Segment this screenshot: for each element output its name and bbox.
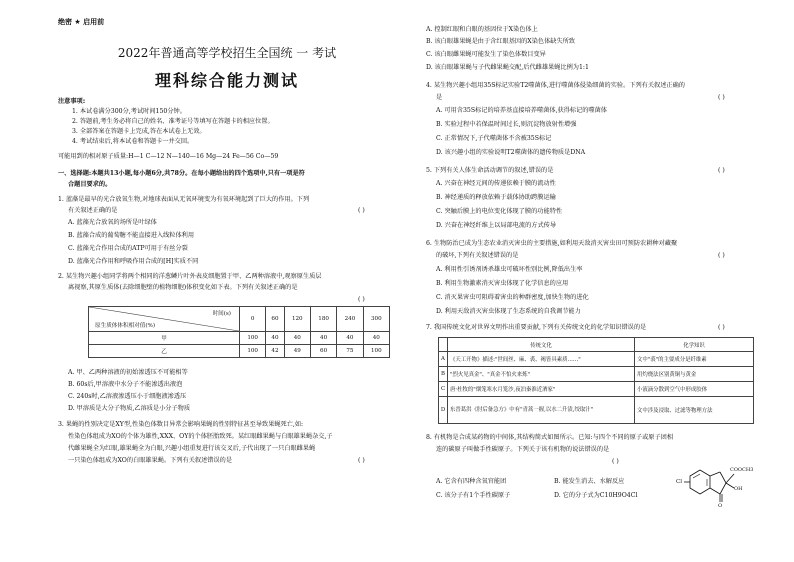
q1-stem: 1. 蓝藻是最早的光合放氧生物,对地球表面从无氧环境变为有氧环境起到了巨大的作用。下列 [58,196,310,203]
culture-cell: 唐·杜牧的"烟笼寒水月笼沙,夜泊秦淮近酒家" [448,382,635,397]
q3-answer-paren: ( ) [358,457,365,464]
notice-item: 3. 全部答案在答题卡上完成,答在本试卷上无效。 [72,128,206,135]
q2-stem: 离视察,其原生质体(去除细胞壁的植物细胞)体积变化如下表。下列有关叙述正确的是 [68,284,298,291]
section-heading-cont: 合题目要求的。 [68,181,112,188]
q8-option-c: C. 该分子有1个手性碳原子 [436,492,511,499]
culture-cell: "烈火见真金"、"真金不怕火来炼" [448,367,635,382]
secret-label: 绝密 ★ 启用前 [58,18,105,26]
q4-option-b: B. 实验过程中若保温时间过长,则沉淀物放射性增强 [436,121,577,128]
q3-option-a: A. 控制红眼和白眼的基因位于X染色体上 [426,26,538,33]
q5-option-a: A. 兴奋在神经元间的传递依赖于膜的流动性 [436,180,556,187]
q5-option-c: C. 突触后膜上的电位变化体现了膜的功能特性 [436,208,563,215]
culture-cell: 东晋葛洪《肘后备急方》中有"青蒿一握,以水二升渍,绞取汁" [448,397,635,424]
table-cell: 75 [337,345,363,358]
time-header: 240 [337,307,363,332]
q6-option-c: C. 消灭果害虫可阻碍着害虫的种群密度,加快生物的进化 [436,294,589,301]
row-option: A [439,352,448,367]
right-column [426,0,756,562]
q3-stem: 代雌果蝇全为红眼,雄果蝇全为白眼,兴趣小组重复进行该交叉后,子代出现了一只白眼雌果蝇 [68,445,316,452]
table-cell: 49 [284,345,310,358]
q8-stem: 8. 有机物是合成某药物的中间体,其结构简式如图所示。已知:与四个不同的原子或原子团相 [426,434,674,441]
q8-stem: 连的碳原子叫做手性碳原子。下列关于该有机物的说法错误的是 [436,446,610,453]
table-cell: 100 [240,332,266,345]
q2-table [88,306,390,358]
corner-top-label: 时间(s) [212,311,231,317]
q2-option-c: C. 240s时,乙溶液渗透压小于细胞液渗透压 [68,393,187,400]
q8-option-d: D. 它的分子式为C10H9O4Cl [554,492,638,499]
row-label: 甲 [89,332,240,345]
q5-option-d: D. 兴奋在神经纤维上以局部电流的方式传导 [436,222,557,229]
q5-option-b: B. 神经递质的释放依赖于载体协助跨膜运输 [436,194,556,201]
q8-option-a: A. 它含有四种含氧官能团 [436,478,507,485]
section-heading: 一、选择题:本题共13小题,每小题6分,共78分。在每小题给出的四个选项中,只有一项是符 [58,170,305,177]
time-header: 120 [284,307,310,332]
q2-option-b: B. 60s后,甲溶液中水分子不能渗透出液泡 [68,381,183,388]
atomic-mass: 可能用到的相对原子质量:H—1 C—12 N—140—16 Mg—24 Fe—56 Co—59 [58,153,279,160]
q2-stem: 2. 某生物兴趣小组同学将两个相同的洋葱鳞片叶外表皮细胞置于甲、乙两种溶液中,观察原生质层 [58,273,322,280]
q7-answer-paren: ( ) [718,324,725,331]
table-cell: 60 [310,345,336,358]
q8-answer-paren: ( ) [612,458,619,465]
notice-heading: 注意事项: [58,98,86,105]
chem-cell: 用灼烧法区别黄铜与黄金 [635,367,754,382]
q2-answer-paren: ( ) [358,296,365,303]
row-label: 乙 [89,345,240,358]
oh-label: OH [734,486,743,492]
q7-stem: 7. 我国传统文化对世界文明作出重要贡献,下列有关传统文化的化学知识错误的是 [426,324,647,331]
q3-option-b: B. 该白眼雄果蝇是由于含红眼基因的X染色体缺失所致 [426,38,576,45]
q1-option-d: D. 蓝藻光合作用和呼吸作用合成的[H]实质不同 [68,258,199,265]
q3-stem: 3. 果蝇的性别决定是XY型,性染色体数目异常会影响果蝇的性别特征甚至导致果蝇死亡,如: [58,421,304,428]
q6-option-a: A. 利用性引诱剂诱杀雄虫可破坏性别比例,降低出生率 [436,266,583,273]
row-option: D [439,397,448,424]
time-header: 0 [240,307,266,332]
row-option: B [439,367,448,382]
q1-stem: 有关叙述正确的是 [68,207,118,214]
table-cell: 40 [266,332,284,345]
table-cell: 40 [310,332,336,345]
table-cell: 42 [266,345,284,358]
notice-item: 2. 答题前,考生务必将自己的姓名、准考证号等填写在答题卡的相应位置。 [72,118,274,125]
cl-label: Cl [676,479,682,485]
q1-answer-paren: ( ) [358,207,365,214]
table-corner [439,338,448,352]
q4-stem: 4. 某生物兴趣小组用35S标记实验T2噬菌体,进行噬菌体侵染细菌的实验。下列有关叙述正确的 [426,82,685,89]
row-option: C [439,382,448,397]
q2-option-a: A. 甲、乙两种溶液的初始渗透压不可能相等 [68,369,188,376]
chem-cell: 小液滴分散到空气中形成胶体 [635,382,754,397]
table-cell: 100 [363,345,389,358]
chem-cell: 文中"裘"的主要成分是纤维素 [635,352,754,367]
q6-stem: 6. 生物防治已成为生态农业消灭害虫的主要措施,如利用天敌消灭害虫田可预防农耕种对藏聚 [426,240,678,247]
q5-stem: 5. 下列有关人体生命活动调节的叙述,错误的是 [426,167,554,174]
cooch3-label: COOCH3 [730,467,754,473]
q3-stem: 性染色体组成为XO的个体为雄性,XXX、OY的个体胚胎致死。某红眼雌果蝇与白眼雄果蝇杂交,子 [68,433,333,440]
q2-table-corner [89,307,240,332]
q1-option-a: A. 蓝藻光合放氧的场所是叶绿体 [68,219,157,226]
corner-bottom-label: 原生质体体积相对值(%) [95,323,156,329]
culture-cell: 《天工开物》描述:"世间丝、麻、裘、褐皆具素质……" [448,352,635,367]
time-header: 60 [266,307,284,332]
main-title: 理科综合能力测试 [154,71,299,90]
table-cell: 100 [240,345,266,358]
o-label: O [718,503,723,509]
column-header: 化学知识 [635,338,754,352]
time-header: 300 [363,307,389,332]
q7-table [438,337,754,424]
table-cell: 40 [363,332,389,345]
left-column [58,0,396,562]
q1-option-c: C. 蓝藻光合作用合成的ATP可用于有丝分裂 [68,245,188,252]
q4-answer-paren: ( ) [718,94,725,101]
q6-option-b: B. 利用生物激素消灭害虫体现了化学信息的应用 [436,280,569,287]
q4-option-c: C. 正常情况下,子代噬菌体不含被35S标记 [436,135,552,142]
molecule-bonds [676,448,756,510]
molecule-structure [676,448,756,510]
notice-item: 1. 本试卷满分300分,考试时间150分钟。 [72,108,186,115]
q4-option-a: A. 可用含35S标记的培养基直接培养噬菌体,获得标记的噬菌体 [436,107,607,114]
column-header: 传统文化 [448,338,635,352]
q3-option-c: C. 该白眼雌果蝇可能发生了染色体数目变异 [426,51,546,58]
table-cell: 40 [284,332,310,345]
table-cell: 40 [337,332,363,345]
notice-item: 4. 考试结束后,将本试卷和答题卡一并交回。 [72,138,194,145]
q6-option-d: D. 利用天敌消灭害虫体现了生态系统的自我调节能力 [436,308,581,315]
q1-option-b: B. 蓝藻合成的葡萄糖不能直接进入线粒体利用 [68,232,195,239]
q4-option-d: D. 该兴趣小组的实验说明T2噬菌体的遗传物质是DNA [436,149,586,156]
q6-answer-paren: ( ) [718,252,725,259]
q4-stem: 是 [436,94,443,101]
q3-stem: 一只染色体组成为XO的白眼雄果蝇。下列有关叙述错误的是 [68,457,233,464]
q5-answer-paren: ( ) [718,167,725,174]
q2-option-d: D. 甲溶质是大分子物质,乙溶质是小分子物质 [68,405,191,412]
q3-option-d: D. 该白眼雄果蝇与子代雌果蝇交配,后代雌雄果蝇比例为1:1 [426,64,589,71]
exam-title: 2022年普通高等学校招生全国统 一 考试 [117,46,337,60]
q6-stem: 的破坏,下列有关叙述错误的是 [436,252,519,259]
q8-option-b: B. 能发生消去、水解反应 [554,478,625,485]
time-header: 180 [310,307,336,332]
chem-cell: 文中涉及浸取、过滤等物理方法 [635,397,754,424]
